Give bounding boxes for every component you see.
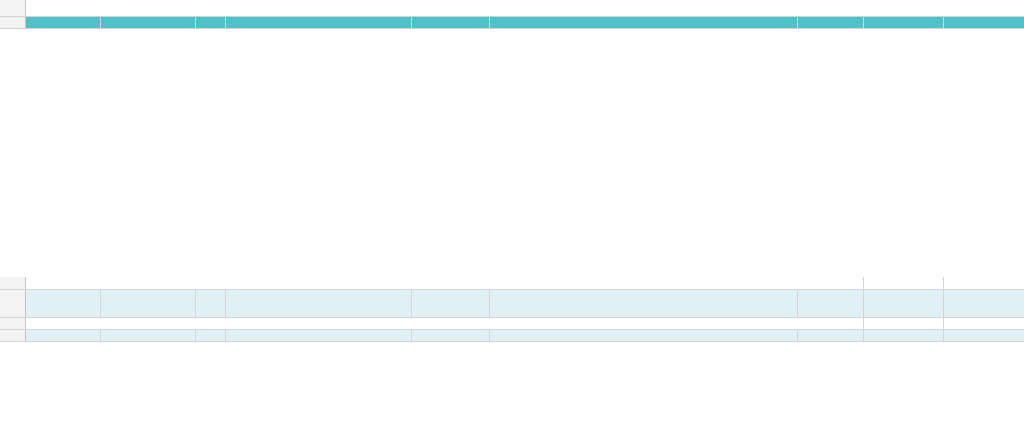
- row-number[interactable]: [0, 290, 26, 317]
- table-row: [0, 330, 1024, 342]
- header-row: [0, 17, 1024, 29]
- table-row: [0, 290, 1024, 318]
- empty-cell[interactable]: [944, 277, 1024, 289]
- row-number[interactable]: [0, 17, 26, 28]
- indicative-label[interactable]: [26, 318, 864, 329]
- subtotal-value[interactable]: [864, 277, 944, 289]
- row-number[interactable]: [0, 330, 26, 341]
- header-cost[interactable]: [798, 17, 864, 28]
- cell-total[interactable]: [864, 330, 944, 341]
- header-buying-link[interactable]: [944, 17, 1024, 28]
- shipping-note[interactable]: [864, 0, 1024, 16]
- cell-note[interactable]: [944, 290, 1024, 317]
- header-qty[interactable]: [196, 17, 226, 28]
- empty-cell[interactable]: [944, 318, 1024, 329]
- header-files[interactable]: [101, 17, 196, 28]
- cell-files[interactable]: [101, 330, 196, 341]
- row-number[interactable]: [0, 277, 26, 289]
- cell-status[interactable]: [26, 330, 101, 341]
- cell-comment[interactable]: [490, 330, 798, 341]
- cell-note[interactable]: [944, 330, 1024, 341]
- indicative-value[interactable]: [864, 318, 944, 329]
- sheet-title[interactable]: [26, 0, 864, 16]
- cell-comment[interactable]: [490, 290, 798, 317]
- header-comment[interactable]: [490, 17, 798, 28]
- indicative-total-row: [0, 318, 1024, 330]
- header-position[interactable]: [412, 17, 490, 28]
- cell-qty[interactable]: [196, 290, 226, 317]
- row-number[interactable]: [0, 0, 26, 16]
- subtotal-row: [0, 277, 1024, 290]
- cell-position[interactable]: [412, 290, 490, 317]
- header-item[interactable]: [226, 17, 412, 28]
- cell-files[interactable]: [101, 290, 196, 317]
- cell-item[interactable]: [226, 290, 412, 317]
- header-total[interactable]: [864, 17, 944, 28]
- cell-cost[interactable]: [798, 330, 864, 341]
- row-number[interactable]: [0, 318, 26, 329]
- cell-status[interactable]: [26, 290, 101, 317]
- cell-total[interactable]: [864, 290, 944, 317]
- cell-cost[interactable]: [798, 290, 864, 317]
- cell-position[interactable]: [412, 330, 490, 341]
- title-row: [0, 0, 1024, 17]
- subtotal-label[interactable]: [26, 277, 864, 289]
- header-status[interactable]: [26, 17, 101, 28]
- cell-item[interactable]: [226, 330, 412, 341]
- cell-qty[interactable]: [196, 330, 226, 341]
